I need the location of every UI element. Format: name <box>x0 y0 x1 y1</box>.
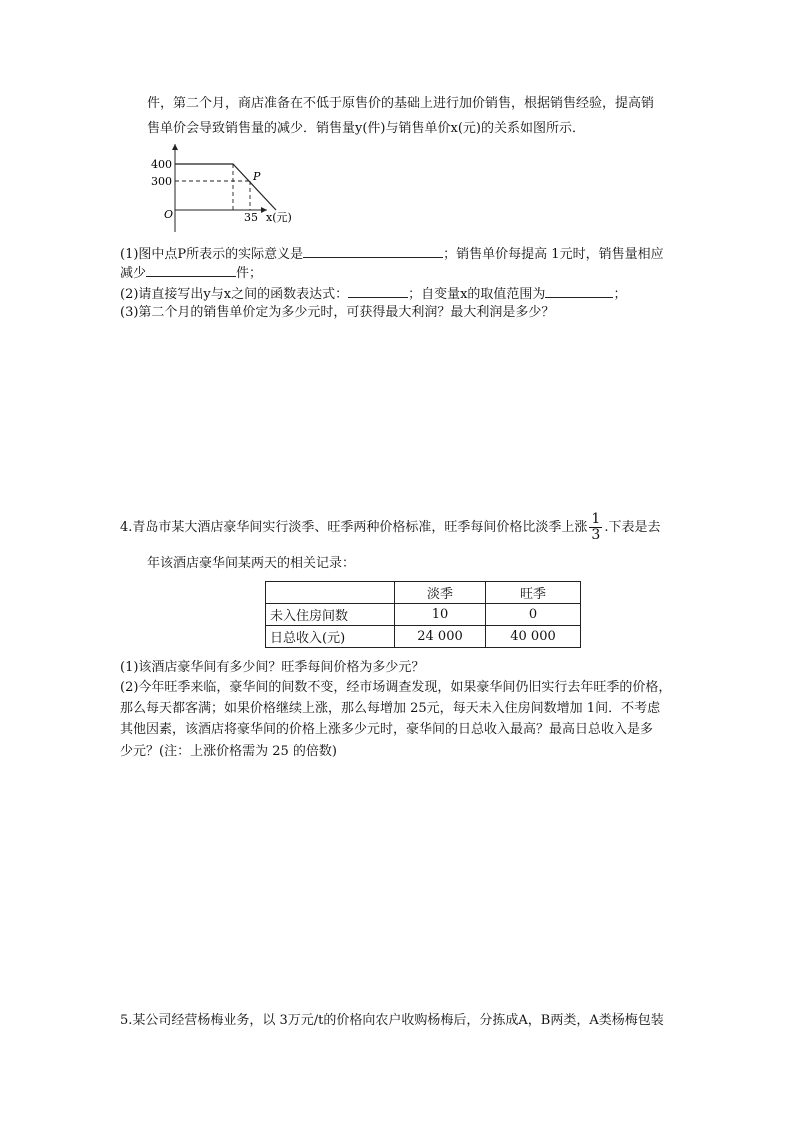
table-cell: 日总收入(元) <box>266 626 395 648</box>
q3-part2-blank2[interactable] <box>545 283 613 298</box>
q3-part2-text-c: ； <box>613 287 627 302</box>
q3-part1-line2 <box>120 262 262 284</box>
q3-part1-text-d: 件； <box>236 266 263 281</box>
q4-part2-line3: 其他因素，该酒店将豪华间的价格上涨多少元时，豪华间的日总收入最高？最高日总收入是多 <box>120 722 654 737</box>
table-header-cell: 旺季 <box>486 582 581 604</box>
q4-line1 <box>120 511 660 545</box>
q4-fraction-denominator: 3 <box>591 527 601 543</box>
q3-part1-text-c: 减少 <box>120 266 147 281</box>
q4-part2-line4: 少元？(注：上涨价格需为 25 的倍数) <box>120 744 337 759</box>
q3-part1-text-a: (1)图中点P所表示的实际意义是 <box>120 247 304 262</box>
table-cell: 0 <box>486 604 581 626</box>
q4-fraction-numerator: 1 <box>591 511 601 527</box>
q3-part2-text-b: ；自变量x的取值范围为 <box>408 287 546 302</box>
q4-part1: (1)该酒店豪华间有多少间？旺季每间价格为多少元？ <box>120 660 425 675</box>
q3-part1-text-b: ；销售单价每提高 1元时，销售量相应 <box>443 247 664 262</box>
q3-part3: (3)第二个月的销售单价定为多少元时，可获得最大利润？最大利润是多少？ <box>120 305 555 320</box>
q4-part2-line1: (2)今年旺季来临，豪华间的间数不变，经市场调查发现，如果豪华间仍旧实行去年旺季的价格， <box>120 680 672 695</box>
q4-line2: 年该酒店豪华间某两天的相关记录： <box>147 556 356 571</box>
table-row <box>266 604 581 626</box>
table-header-cell: 淡季 <box>395 582 486 604</box>
x-tick-35: 35 <box>244 211 258 224</box>
q4-fraction <box>589 512 602 543</box>
q3-part1-blank2[interactable] <box>146 262 236 277</box>
point-p-label: P <box>253 170 261 183</box>
q3-intro-line2: 售单价会导致销售量的减少．销售量y(件)与销售单价x(元)的关系如图所示． <box>147 121 585 136</box>
table-cell: 24 000 <box>395 626 486 648</box>
y-tick-400: 400 <box>151 158 172 171</box>
table-row <box>266 626 581 648</box>
q3-part2-text-a: (2)请直接写出y与x之间的函数表达式： <box>120 287 349 302</box>
q3-part2-line <box>120 283 626 305</box>
q4-part2-line2: 那么每天都客满；如果价格继续上涨，那么每增加 25元，每天未入住房间数增加 1间．不考虑 <box>120 701 661 716</box>
function-line <box>175 164 276 210</box>
x-axis-label: x(元) <box>266 211 292 224</box>
table-cell: 10 <box>395 604 486 626</box>
q3-part2-blank1[interactable] <box>348 283 408 298</box>
q4-line1-text-a: 4.青岛市某大酒店豪华间实行淡季、旺季两种价格标准，旺季每间价格比淡季上涨 <box>120 520 588 535</box>
y-tick-300: 300 <box>151 175 172 188</box>
q5-line1: 5.某公司经营杨梅业务，以 3万元/t的价格向农户收购杨梅后，分拣成A，B两类，A类杨梅包装 <box>120 1013 664 1028</box>
table-cell: 未入住房间数 <box>266 604 395 626</box>
origin-label: O <box>164 208 174 221</box>
table-header-cell <box>266 582 395 604</box>
q3-intro-line1: 件，第二个月，商店准备在不低于原售价的基础上进行加价销售，根据销售经验，提高销 <box>147 96 655 111</box>
table-header-row <box>266 582 581 604</box>
table-cell: 40 000 <box>486 626 581 648</box>
q3-sales-graph <box>145 140 315 235</box>
q4-line1-text-b: .下表是去 <box>604 520 661 535</box>
q3-part1-blank1[interactable] <box>303 243 443 258</box>
q4-record-table <box>265 581 581 648</box>
